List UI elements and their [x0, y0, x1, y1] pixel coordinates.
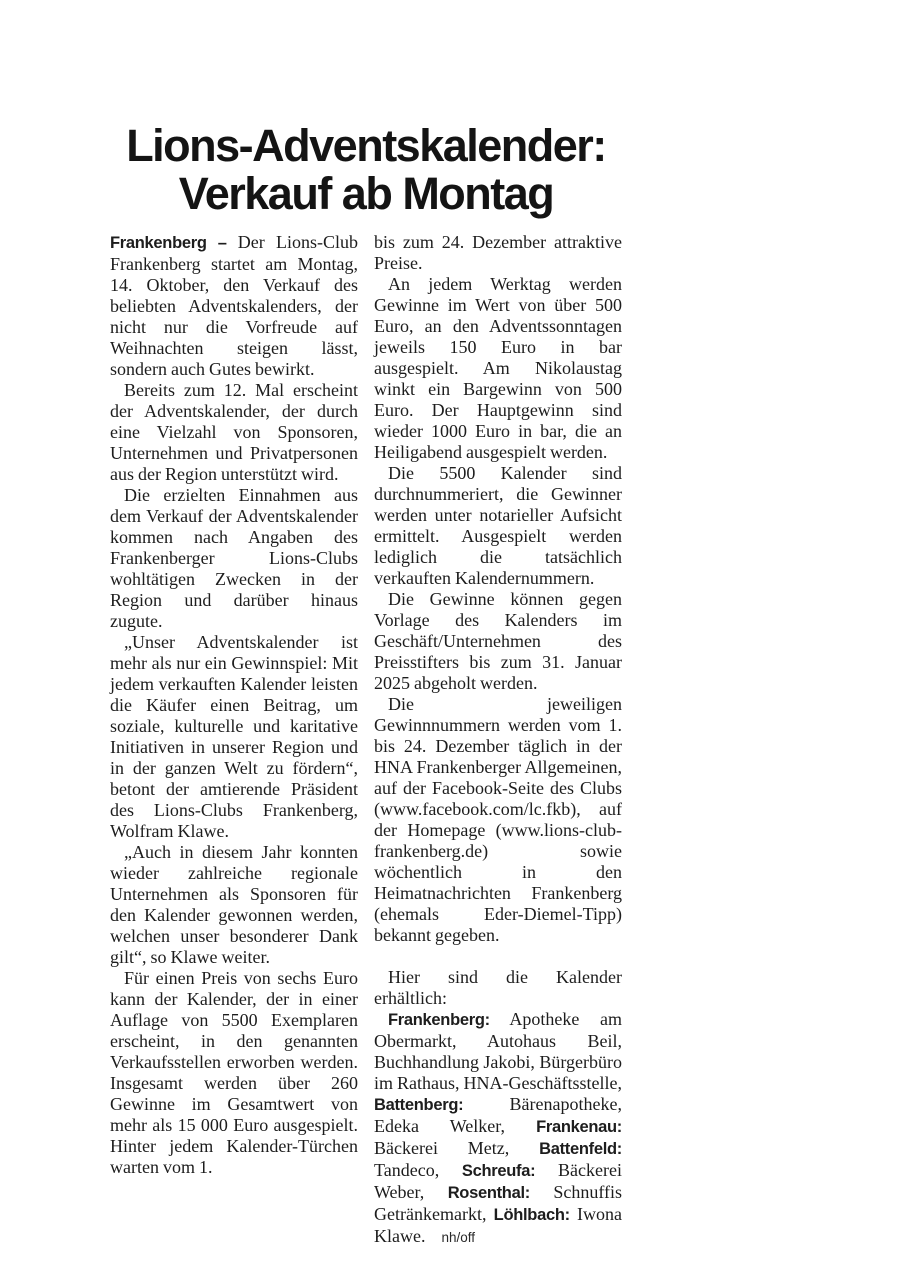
- text-segment: Bärenapotheke, Edeka Welker,: [374, 1094, 622, 1136]
- paragraph: [110, 485, 358, 632]
- text-segment: Bäckerei Weber,: [374, 1160, 622, 1202]
- bold-lead: Frankenau:: [536, 1118, 622, 1136]
- text-segment: bis zum 24. Dezember attraktive Preise.: [374, 232, 622, 273]
- paragraph: [110, 380, 358, 485]
- text-segment: Der Lions-Club Frankenberg startet am Montag, 14. Oktober, den Verkauf des beliebten Adventskalenders, der nicht nur die Vorfreude auf Weihnachten steigen lässt, sondern auch Gutes bewirkt.: [110, 232, 358, 379]
- paragraph: [374, 274, 622, 463]
- text-segment: Hier sind die Kalender erhältlich:: [374, 967, 622, 1008]
- paragraph: [374, 589, 622, 694]
- headline-line-2: Verkauf ab Montag: [178, 168, 554, 219]
- text-segment: Bäckerei Metz,: [374, 1138, 540, 1158]
- text-segment: Tandeco,: [374, 1160, 462, 1180]
- bold-lead: Frankenberg –: [110, 234, 238, 252]
- text-segment: Für einen Preis von sechs Euro kann der Kalender, der in einer Auflage von 5500 Exemplaren erscheint, in den genannten Verkaufsstellen erworben werden. Insgesamt werden über 260 Gewinne im Gesamtwert von mehr als 15 000 Euro ausgespielt. Hinter jedem Kalender-Türchen warten vom 1.: [110, 968, 358, 1177]
- text-segment: „Auch in diesem Jahr konnten wieder zahlreiche regionale Unternehmen als Sponsoren für den Kalender gewonnen werden, welchen unser besonderer Dank gilt“, so Klawe weiter.: [110, 842, 358, 967]
- text-segment: Bereits zum 12. Mal erscheint der Adventskalender, der durch eine Vielzahl von Sponsoren, Unternehmen und Privatpersonen aus der Region unterstützt wird.: [110, 380, 358, 484]
- article-body: [110, 232, 622, 1248]
- bold-lead: Frankenberg:: [388, 1011, 490, 1029]
- text-segment: Die Gewinne können gegen Vorlage des Kalenders im Geschäft/Unternehmen des Preisstifters bis zum 31. Januar 2025 abgeholt werden.: [374, 589, 622, 693]
- article: [110, 122, 622, 1248]
- bold-lead: Rosenthal:: [447, 1184, 530, 1202]
- text-segment: Die 5500 Kalender sind durchnummeriert, die Gewinner werden unter notarieller Aufsicht ermittelt. Ausgespielt werden lediglich die tatsächlich verkauften Kalendernummern.: [374, 463, 622, 588]
- paragraph: [374, 232, 622, 274]
- article-headline: [110, 122, 622, 218]
- paragraph: [374, 694, 622, 946]
- bold-lead: Battenfeld:: [539, 1140, 622, 1158]
- column-right: [374, 232, 622, 1248]
- paragraph: [110, 842, 358, 968]
- text-segment: Die jeweiligen Gewinnnummern werden vom 1. bis 24. Dezember täglich in der HNA Frankenberger Allgemeinen, auf der Facebook-Seite des Clubs (www.facebook.com/lc.fkb), auf der Homepage (www.lions-club-frankenberg.de) sowie wöchentlich in den Heimatnachrichten Frankenberg (ehemals Eder-Diemel-Tipp) bekannt gegeben.: [374, 694, 622, 945]
- paragraph: [374, 463, 622, 589]
- text-segment: An jedem Werktag werden Gewinne im Wert von über 500 Euro, an den Adventssonntagen jeweils 150 Euro in bar ausgespielt. Am Nikolaustag winkt ein Bargewinn von 500 Euro. Der Hauptgewinn sind wieder 1000 Euro in bar, die an Heiligabend ausgespielt werden.: [374, 274, 622, 462]
- text-segment: Schnuffis Getränkemarkt,: [374, 1182, 622, 1224]
- bold-lead: Schreufa:: [461, 1162, 536, 1180]
- column-left: [110, 232, 358, 1248]
- bold-lead: Löhlbach:: [493, 1206, 570, 1224]
- paragraph: [374, 967, 622, 1009]
- paragraph: [110, 968, 358, 1178]
- headline-line-1: Lions-Adventskalender:: [126, 120, 606, 171]
- bold-lead: Battenberg:: [374, 1096, 464, 1114]
- paragraph: [110, 632, 358, 842]
- text-segment: „Unser Adventskalender ist mehr als nur ein Gewinnspiel: Mit jedem verkauften Kalender leisten die Käufer einen Beitrag, um soziale, kulturelle und karitative Initiativen in unserer Region und in der ganzen Welt zu fördern“, betont der amtierende Präsident des Lions-Clubs Frankenberg, Wolfram Klawe.: [110, 632, 358, 841]
- text-segment: Iwona Klawe.: [374, 1204, 623, 1246]
- text-segment: Apotheke am Obermarkt, Autohaus Beil, Buchhandlung Jakobi, Bürgerbüro im Rathaus, HNA-Geschäftsstelle,: [374, 1009, 622, 1093]
- paragraph: [110, 232, 358, 380]
- author-credit: nh/off: [441, 1230, 476, 1245]
- paragraph: [374, 1009, 622, 1248]
- text-segment: Die erzielten Einnahmen aus dem Verkauf der Adventskalender kommen nach Angaben des Frankenberger Lions-Clubs wohltätigen Zwecken in der Region und darüber hinaus zugute.: [110, 485, 358, 631]
